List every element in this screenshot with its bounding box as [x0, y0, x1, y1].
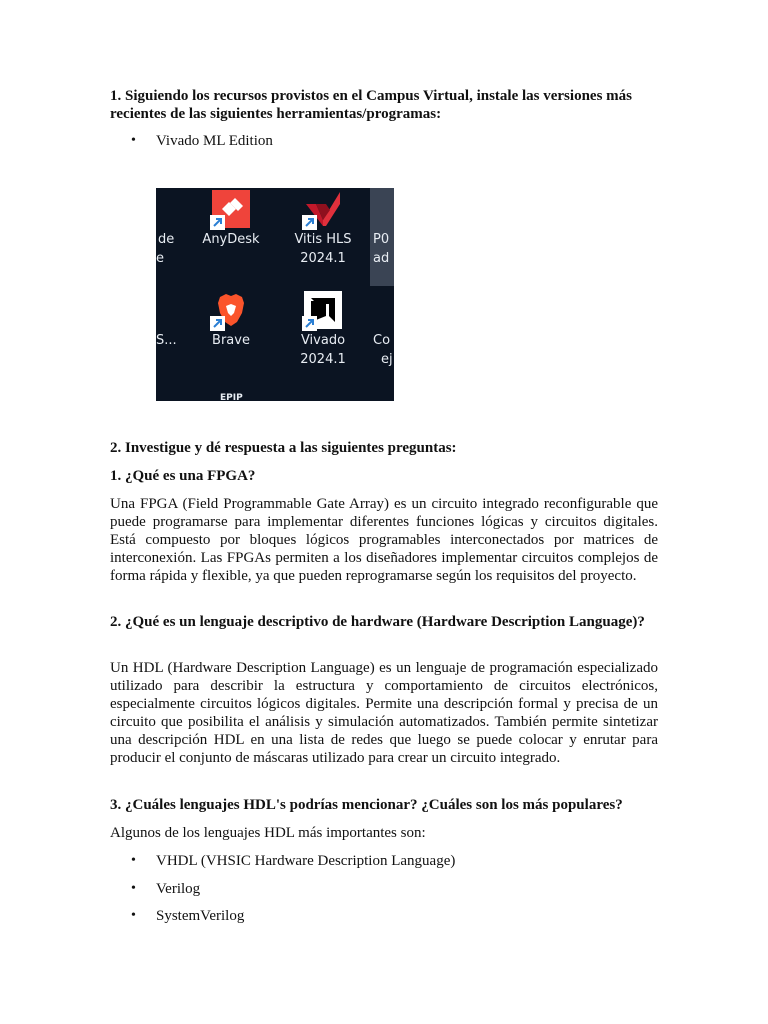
fpga-question-heading: 1. ¿Qué es una FPGA?: [110, 468, 256, 484]
brave-label: Brave: [212, 333, 250, 348]
partial-label: S...: [156, 333, 177, 348]
language-name: SystemVerilog: [156, 908, 245, 924]
partial-label-line-2: ej: [381, 352, 393, 367]
partial-label-line-2: ad: [373, 251, 390, 266]
vitis-hls-label-line-1: Vitis HLS: [294, 232, 352, 247]
vitis-hls-label-line-2: 2024.1: [300, 251, 346, 266]
partial-label-line-1: Co: [373, 333, 391, 348]
bullet-icon: •: [131, 908, 136, 923]
languages-intro: Algunos de los lenguajes HDL más importantes son:: [110, 825, 426, 841]
vivado-icon[interactable]: [304, 291, 342, 329]
bullet-icon: •: [131, 881, 136, 896]
languages-question-heading: 3. ¿Cuáles lenguajes HDL's podrías mencionar? ¿Cuáles son los más populares?: [110, 797, 623, 813]
vitis-hls-label: [286, 230, 360, 268]
language-name: Verilog: [156, 881, 201, 897]
question-1-heading-line-1: 1. Siguiendo los recursos provistos en el Campus Virtual, instale las versiones más: [110, 88, 632, 104]
language-name: VHDL (VHSIC Hardware Description Language): [156, 853, 456, 869]
partial-label: EPIP: [220, 393, 243, 401]
partial-label: e: [156, 251, 164, 266]
partial-label: de: [158, 232, 175, 247]
desktop-screenshot: [156, 188, 394, 401]
shortcut-arrow-icon: [210, 215, 225, 230]
hdl-question-heading: 2. ¿Qué es un lenguaje descriptivo de hardware (Hardware Description Language)?: [110, 614, 645, 630]
shortcut-arrow-icon: [210, 316, 225, 331]
hdl-answer: Un HDL (Hardware Description Language) es un lenguaje de programación especializado utilizado para describir la estructura y comportamiento de circuitos electrónicos, especialmente circuitos lógicos digitales. Permite una descripción formal y precisa de un circuito que posibilita el análisis y simulación automatizados. También permite sintetizar una descripción HDL en una lista de redes que luego se puede colocar y enrutar para producir el conjunto de máscaras utilizado para crear un circuito integrado.: [110, 660, 658, 766]
bullet-icon: •: [131, 853, 136, 868]
question-1-heading: [110, 87, 658, 123]
bullet-icon: •: [131, 133, 136, 148]
shortcut-arrow-icon: [302, 316, 317, 331]
language-list-item: [110, 907, 704, 925]
brave-icon[interactable]: [212, 291, 250, 329]
vitis-hls-icon[interactable]: [304, 190, 342, 228]
anydesk-label: AnyDesk: [202, 232, 260, 247]
vivado-label-line-1: Vivado: [300, 333, 346, 348]
partial-label: [373, 230, 389, 268]
language-list-item: [110, 880, 704, 898]
anydesk-icon[interactable]: [212, 190, 250, 228]
partial-label-line-1: P0: [373, 232, 390, 247]
question-2-heading: 2. Investigue y dé respuesta a las siguientes preguntas:: [110, 440, 457, 456]
fpga-answer: Una FPGA (Field Programmable Gate Array) es un circuito integrado reconfigurable que puede programarse para implementar diferentes funciones lógicas y circuitos digitales. Está compuesto por bloques lógicos programables interconectados por matrices de interconexión. Las FPGAs permiten a los diseñadores implementar circuitos complejos de forma rápida y flexible, ya que pueden reprogramarse según los requisitos del proyecto.: [110, 496, 658, 584]
question-1-heading-line-2: recientes de las siguientes herramientas/programas:: [110, 106, 442, 122]
tool-name: Vivado ML Edition: [156, 133, 273, 149]
language-list-item: [110, 852, 704, 870]
partial-label: [373, 331, 393, 369]
vivado-label-line-2: 2024.1: [300, 352, 346, 367]
vivado-label: [286, 331, 360, 369]
tool-list-item: [110, 132, 704, 150]
shortcut-arrow-icon: [302, 215, 317, 230]
